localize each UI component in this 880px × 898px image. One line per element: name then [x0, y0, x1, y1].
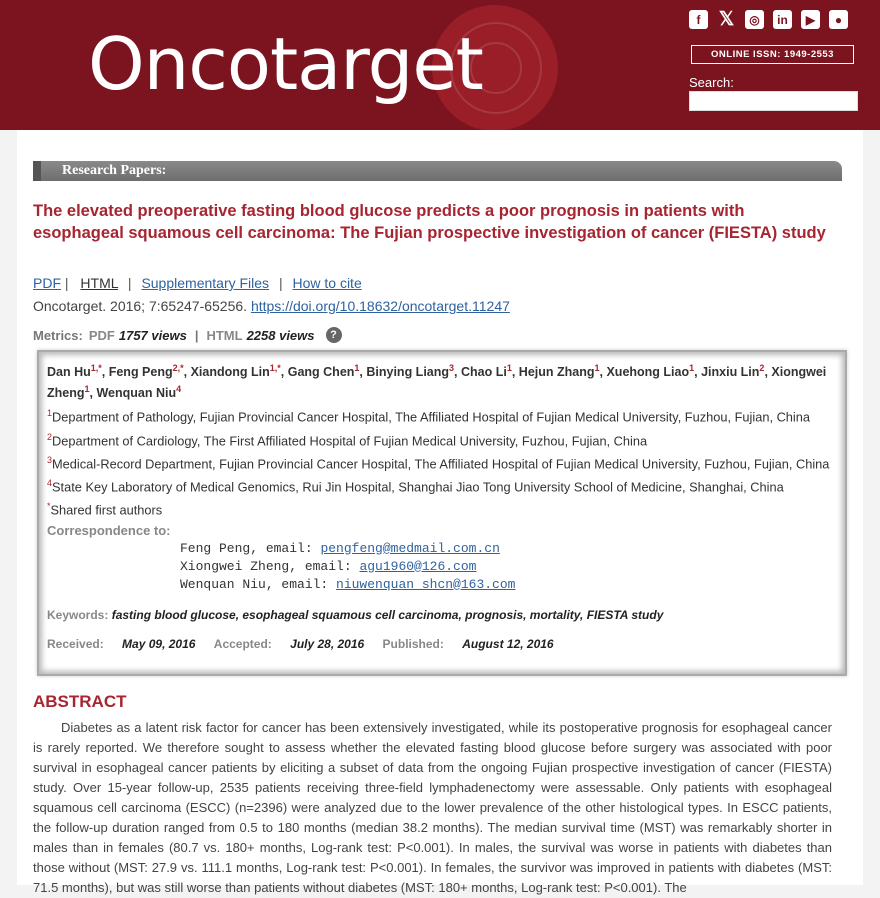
author-affiliation-mark: 1 [354, 363, 360, 373]
author-affiliation-mark: 3 [449, 363, 455, 373]
author-affiliation-mark: 1 [594, 363, 600, 373]
citation-text: Oncotarget. 2016; 7:65247-65256. [33, 298, 248, 314]
pdf-link[interactable]: PDF [33, 275, 61, 291]
site-logo[interactable]: Oncotarget [88, 22, 483, 106]
author-name: Jinxiu Lin [701, 365, 760, 380]
correspondence [47, 541, 837, 592]
author-affiliation-mark: 1,* [90, 363, 102, 373]
author-name: Feng Peng [108, 365, 173, 380]
correspondence-item: Xiongwei Zheng, email: agu1960@126.com [180, 558, 477, 574]
article-info-box [37, 350, 847, 676]
pdf-views: 1757 views [118, 327, 187, 343]
abstract-heading: ABSTRACT [33, 692, 127, 711]
affiliations [47, 405, 837, 518]
section-title: Research Papers: [62, 163, 167, 178]
x-icon[interactable]: 𝕏 [718, 9, 735, 30]
correspondence-label: Correspondence to: [47, 522, 171, 538]
help-icon[interactable]: ? [326, 327, 342, 343]
article-links: PDF | HTML | Supplementary Files | How to cite [33, 275, 362, 291]
correspondence-item: Wenquan Niu, email: niuwenquan_shcn@163.com [180, 576, 516, 592]
section-header [33, 161, 842, 181]
search-input[interactable] [689, 91, 858, 111]
linkedin-icon[interactable]: in [773, 10, 792, 29]
search-label: Search: [689, 75, 734, 90]
author-name: Gang Chen [287, 365, 355, 380]
author-list: Dan $Hu^{1,*}$, Feng Peng$^{2,*}$, Xiandong Lin$^{1,*}$, Gang Chen$^1$, Binying Liang$^3$, Chao Li$^1$, Hejun Zhang$^1$, Xuehong Liao$^1$, Jinxiu Lin$^2$, Xiongwei Zheng$^1$, Wenquan Niu$^4$ [47, 363, 827, 401]
author-name: Xuehong Liao [606, 365, 690, 380]
article-title: The elevated preoperative fasting blood glucose predicts a poor prognosis in patients with esophageal squamous cell carcinoma: The Fujian prospective investigation of cancer (FIESTA) study [33, 202, 826, 242]
email-link[interactable]: niuwenquan_shcn@163.com [336, 576, 516, 592]
author-name: Wenquan Niu [96, 386, 177, 401]
supplementary-link[interactable]: Supplementary Files [141, 275, 270, 291]
email-link[interactable]: agu1960@126.com [359, 558, 477, 574]
received-date: Received: May 09, 2016 [47, 636, 196, 651]
affiliation-item: *Shared first authors [47, 501, 163, 518]
author-affiliation-mark: 4 [176, 384, 182, 395]
affiliation-item: $^1$Department of Pathology, Fujian Provincial Cancer Hospital, The Affiliated Hospital of Fujian Medical University, Fuzhou, Fujian, China [47, 408, 811, 425]
email-link[interactable]: pengfeng@medmail.com.cn [320, 540, 500, 556]
youtube-icon[interactable]: ▶ [801, 10, 820, 29]
reddit-icon[interactable]: ● [829, 10, 848, 29]
author-name: Chao Li [460, 365, 507, 380]
html-link[interactable]: HTML [80, 275, 119, 291]
dates [47, 637, 837, 651]
html-views: 2258 views [246, 327, 315, 343]
issn-badge: ONLINE ISSN: 1949-2553 [691, 45, 854, 64]
author-affiliation-mark: 2 [759, 363, 765, 373]
keywords-text: fasting blood glucose, esophageal squamous cell carcinoma, prognosis, mortality, FIESTA study [111, 607, 664, 622]
author-affiliation-mark: 1 [84, 384, 90, 395]
social-links [689, 10, 848, 29]
article-content [17, 130, 863, 895]
affiliation-item: $^3$Medical-Record Department, Fujian Provincial Cancer Hospital, The Affiliated Hospital of Fujian Medical University, Fuzhou, Fujian, China [47, 454, 830, 472]
author-name: Xiandong Lin [190, 365, 270, 380]
author-name: Xiongwei Zheng [47, 365, 827, 401]
author-affiliation-mark: 2,* [172, 363, 184, 373]
affiliation-item: $^2$Department of Cardiology, The First Affiliated Hospital of Fujian Medical University, Fuzhou, Fujian, China [47, 431, 648, 448]
accepted-date: Accepted: July 28, 2016 [213, 636, 365, 651]
instagram-icon[interactable]: ◎ [745, 10, 764, 29]
author-name: Hejun Zhang [518, 365, 595, 380]
author-name: Binying Liang [366, 365, 450, 380]
abstract-text: Diabetes as a latent risk factor for cancer has been extensively investigated, while its postoperative prognosis for esophageal cancer is rarely reported. We therefore sought to assess whether the elevated fasting blood glucose before surgery was associated with poor survival in esophageal cancer patients by eliciting a subset of data from the ongoing Fujian prospective investigation of cancer (FIESTA) study. Over 15-year follow-up, 2535 patients receiving three-field lymphadenectomy were assessable. Only patients with esophageal squamous cell carcinoma (ESCC) (n=2396) were analyzed due to the lower prevalence of the other histological types. In ESCC patients, the follow-up duration ranged from 0.5 to 180 months (median 38.2 months). The median survival time (MST) was remarkably shorter in males than in females (80.7 vs. 180+ months, Log-rank test: P<0.001). In males, the survival was worse in patients with diabetes than those without (MST: 27.9 vs. 111.1 months, Log-rank test: P<0.001). In females, the survivor was improved in patients with diabetes (MST: 71.5 months), but was still worse than patients without diabetes (MST: 180+ months, Log-rank test: P<0.001). The [33, 720, 832, 895]
author-name: Dan Hu [47, 365, 91, 380]
site-header [0, 0, 880, 130]
doi-link[interactable]: https://doi.org/10.18632/oncotarget.11247 [250, 298, 510, 314]
affiliation-item: $^4$State Key Laboratory of Medical Genomics, Rui Jin Hospital, Shanghai Jiao Tong University School of Medicine, Shanghai, China [47, 478, 784, 495]
facebook-icon[interactable]: f [689, 10, 708, 29]
keywords: Keywords: fasting blood glucose, esophageal squamous cell carcinoma, prognosis, mortality, FIESTA study [47, 607, 664, 622]
metrics: Metrics: PDF 1757 views | HTML 2258 views ? [33, 327, 342, 343]
author-affiliation-mark: 1,* [269, 363, 281, 373]
how-to-cite-link[interactable]: How to cite [292, 275, 362, 291]
correspondence-item: Feng Peng, email: pengfeng@medmail.com.cn [180, 540, 500, 556]
author-affiliation-mark: 1 [506, 363, 512, 373]
citation [33, 298, 510, 314]
published-date: Published: August 12, 2016 [382, 636, 554, 651]
author-affiliation-mark: 1 [689, 363, 695, 373]
